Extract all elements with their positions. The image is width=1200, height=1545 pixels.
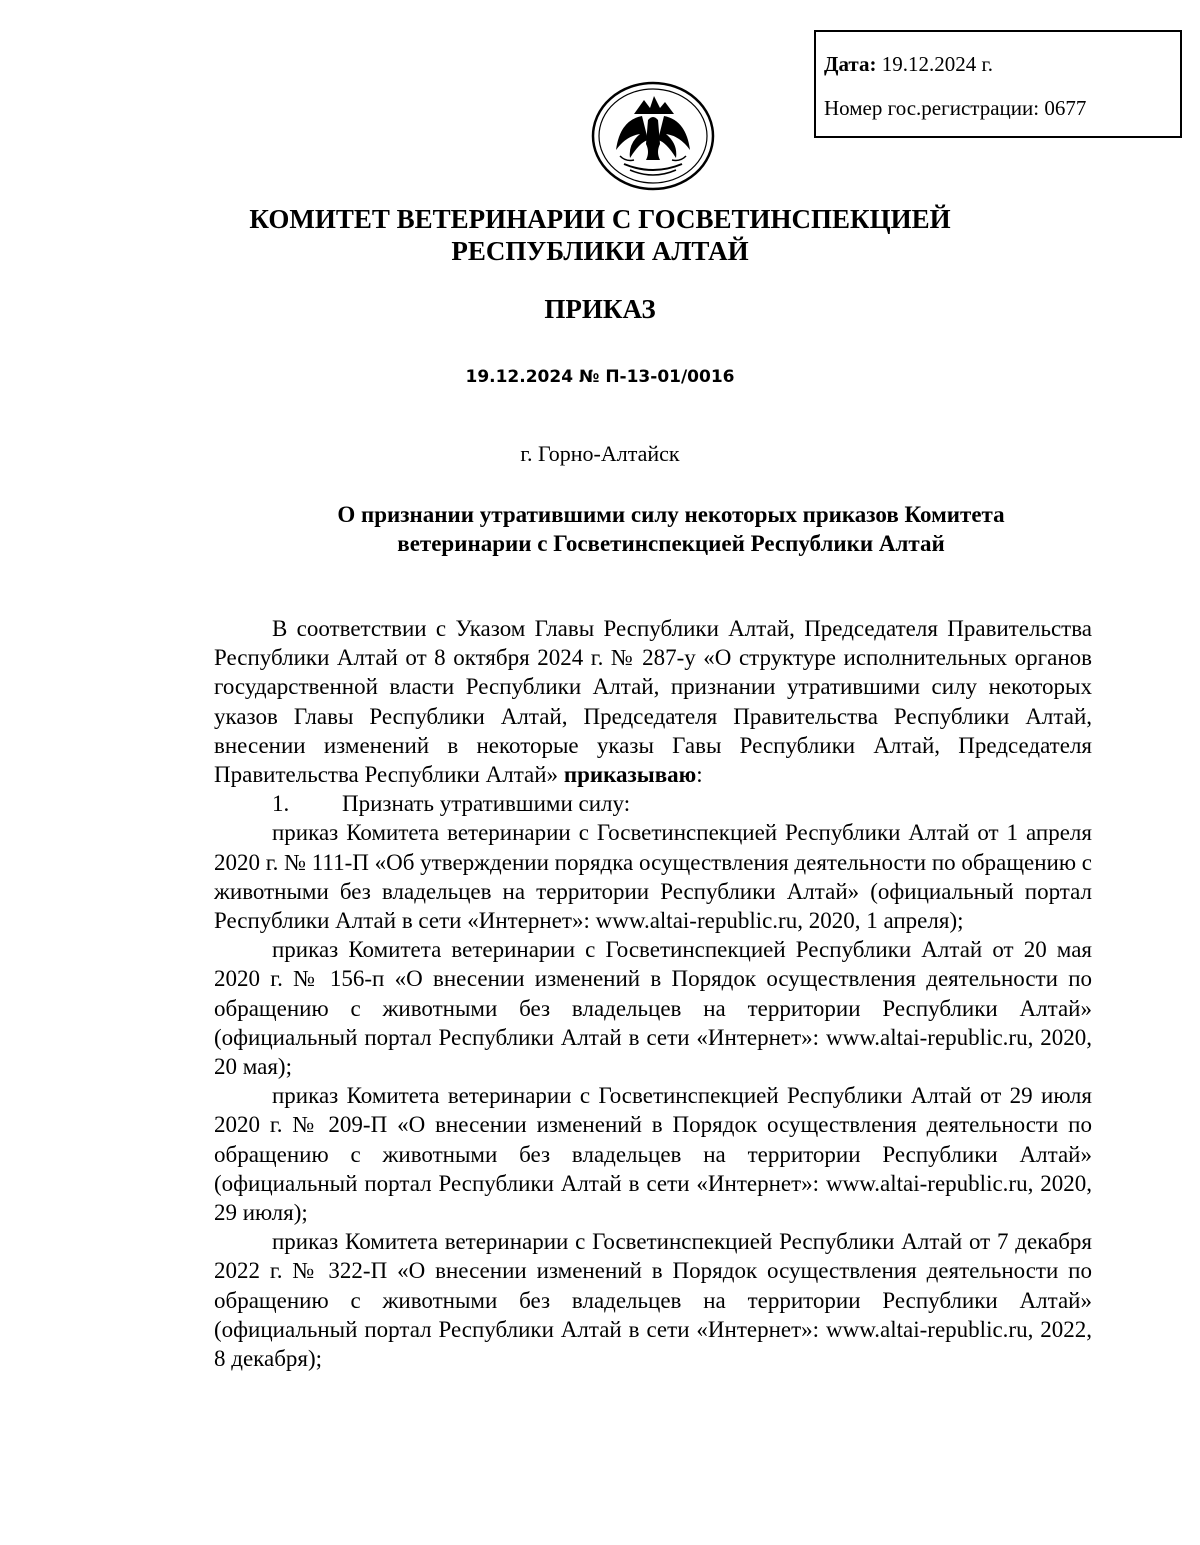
document-subject bbox=[71, 500, 1200, 558]
registration-number bbox=[824, 98, 1086, 119]
document-number: 19.12.2024 № П-13-01/0016 bbox=[465, 367, 735, 387]
order-paragraph: приказ Комитета ветеринарии с Госветинспекцией Республики Алтай от 1 апреля 2020 г. № 111-П «Об утверждении порядка осуществления деятельности по обращению с животными без владельцев на территории Республики Алтай» (официальный портал Республики Алтай в сети «Интернет»: www.altai-republic.ru, 2020, 1 апреля); bbox=[214, 820, 1092, 934]
org-line-1: КОМИТЕТ ВЕТЕРИНАРИИ С ГОСВЕТИНСПЕКЦИЕЙ bbox=[249, 204, 951, 234]
preamble-text: В соответствии с Указом Главы Республики Алтай, Председателя Правительства Республики Алтай от 8 октября 2024 г. № 287-у «О структуре исполнительных органов государственной власти Республики Алтай, признании утратившими силу некоторых указов Главы Республики Алтай, Председателя Правительства Республики Алтай, внесении изменений в некоторые указы Гавы Республики Алтай, Председателя Правительства Республики Алтай» bbox=[214, 616, 1092, 788]
order-word: приказываю bbox=[563, 762, 697, 788]
city: г. Горно-Алтайск bbox=[520, 441, 680, 466]
number-label: Номер гос.регистрации: bbox=[824, 96, 1040, 120]
number-value: 0677 bbox=[1044, 96, 1087, 120]
registration-box bbox=[814, 30, 1182, 138]
subject-line-1: О признании утратившими силу некоторых приказов Комитета bbox=[337, 502, 1005, 527]
org-line-2: РЕСПУБЛИКИ АЛТАЙ bbox=[451, 236, 749, 266]
subject-line-2: ветеринарии с Госветинспекцией Республики Алтай bbox=[397, 531, 945, 556]
republic-altai-emblem-icon bbox=[590, 80, 716, 192]
date-label: Дата: bbox=[824, 52, 877, 76]
item-1-text: Признать утратившими силу: bbox=[342, 791, 631, 817]
date-value: 19.12.2024 г. bbox=[881, 52, 993, 76]
document-type: ПРИКАЗ bbox=[544, 294, 656, 324]
registration-date bbox=[824, 54, 993, 75]
preamble-colon: : bbox=[696, 762, 703, 788]
order-paragraph: приказ Комитета ветеринарии с Госветинспекцией Республики Алтай от 7 декабря 2022 г. № 322-П «О внесении изменений в Порядок осуществления деятельности по обращению с животными без владельцев на территории Республики Алтай» (официальный портал Республики Алтай в сети «Интернет»: www.altai-republic.ru, 2022, 8 декабря); bbox=[214, 1229, 1092, 1372]
preamble bbox=[214, 614, 1092, 789]
item-1-number: 1. bbox=[272, 791, 290, 817]
item-1 bbox=[214, 789, 1092, 818]
order-paragraph: приказ Комитета ветеринарии с Госветинспекцией Республики Алтай от 29 июля 2020 г. № 209-П «О внесении изменений в Порядок осуществления деятельности по обращению с животными без владельцев на территории Республики Алтай» (официальный портал Республики Алтай в сети «Интернет»: www.altai-republic.ru, 2020, 29 июля); bbox=[214, 1083, 1092, 1226]
organization-name bbox=[0, 203, 1200, 267]
document-body bbox=[214, 614, 1092, 1373]
order-paragraph: приказ Комитета ветеринарии с Госветинспекцией Республики Алтай от 20 мая 2020 г. № 156-п «О внесении изменений в Порядок осуществления деятельности по обращению с животными без владельцев на территории Республики Алтай» (официальный портал Республики Алтай в сети «Интернет»: www.altai-republic.ru, 2020, 20 мая); bbox=[214, 937, 1092, 1080]
